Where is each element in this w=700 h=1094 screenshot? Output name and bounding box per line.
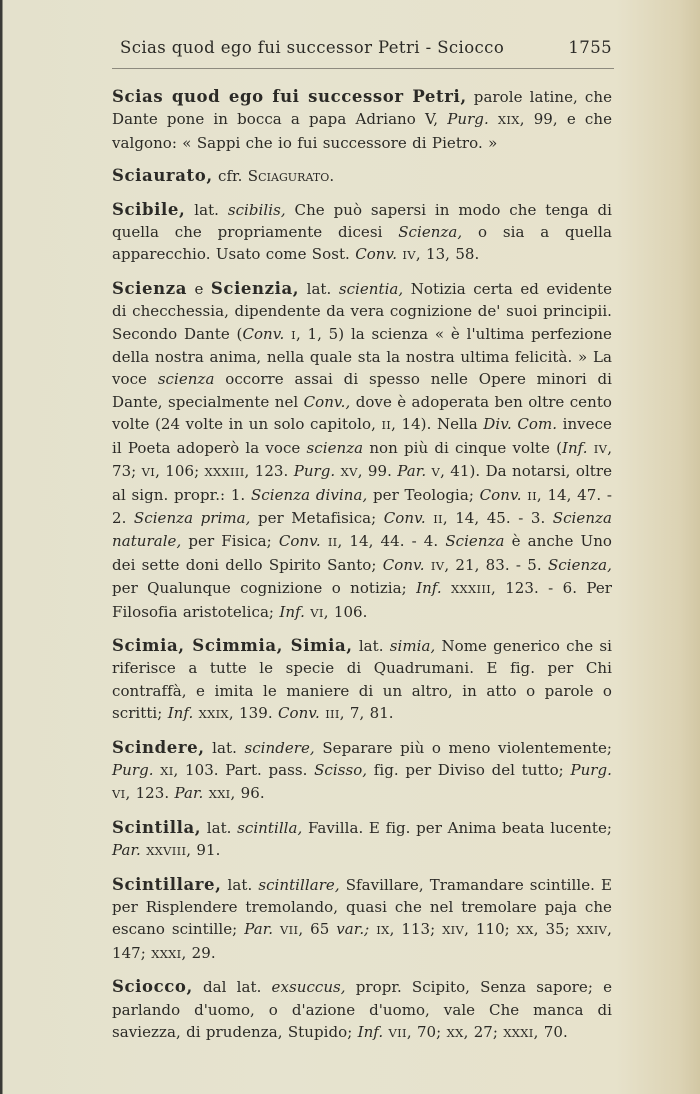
text: è anche Uno dei sette doni dello Spirito Santo; — [112, 532, 612, 574]
headword: Scimia, Scimmia, Simia, — [112, 635, 353, 655]
roman-numeral: VII — [280, 923, 299, 938]
italic-text: Par. — [397, 462, 427, 481]
text: lat. — [221, 875, 259, 894]
text: lat. — [204, 738, 245, 757]
text: invece il Poeta adoperò la voce — [112, 415, 612, 457]
italic-text: Scisso, — [314, 760, 368, 779]
text: Che può sapersi in modo che tenga di quella che propriamente dicesi — [112, 200, 613, 242]
headword: Scindere, — [112, 737, 205, 757]
italic-text: scientia, — [338, 279, 404, 298]
text: lat. — [185, 200, 228, 219]
roman-numeral: XXIV — [576, 923, 608, 938]
text: propr. Scipito, Senza sapore; e parlando d'uomo, o d'azione d'uomo, vale Che manca di saviezza, di prudenza, Stupido; — [112, 978, 612, 1042]
text: , 70; — [406, 1023, 447, 1042]
italic-text: Scienza, — [547, 555, 612, 574]
roman-numeral: III — [325, 707, 340, 722]
italic-text: Par. — [244, 920, 274, 939]
text: , 14, 47. - 2. — [112, 485, 612, 527]
italic-text: simia, — [389, 636, 436, 655]
roman-numeral: VI — [141, 465, 156, 480]
roman-numeral: IV — [430, 558, 445, 573]
text: , 106. — [323, 602, 368, 621]
roman-numeral: XXXI — [151, 946, 182, 961]
text: per Fisica; — [181, 532, 279, 551]
italic-text: Inf. — [561, 438, 588, 457]
text: , 41). Da notarsi, oltre al sign. propr.: 1. — [112, 462, 613, 504]
roman-numeral: XIV — [442, 923, 465, 938]
text: , 29. — [181, 943, 216, 962]
text: , 1, 5) la scienza « è l'ultima perfezione della nostra anima, nella quale sta la nostra ultima felicità. » La voce — [112, 324, 612, 389]
text: , 70. — [533, 1023, 568, 1042]
text: o sia a quella apparecchio. Usato come Sost. — [112, 223, 612, 264]
text: lat. — [299, 279, 339, 298]
roman-numeral: II — [381, 418, 392, 433]
italic-text: Conv. — [242, 324, 285, 343]
roman-numeral: XX — [446, 1026, 464, 1041]
dictionary-entry — [112, 278, 612, 624]
text: , 65 — [298, 920, 337, 939]
italic-text: var.; — [336, 920, 370, 939]
text: lat. — [201, 818, 238, 837]
text: per Qualunque cognizione o notizia; — [112, 579, 417, 598]
headword: Scintilla, — [112, 817, 202, 837]
dictionary-entry — [112, 165, 612, 187]
text: parole latine, che Dante pone in bocca a papa Adriano V, — [112, 88, 612, 129]
italic-text: Inf. — [357, 1023, 384, 1042]
dictionary-entry — [112, 976, 612, 1044]
roman-numeral: V — [431, 465, 441, 480]
italic-text: Conv. — [383, 508, 426, 527]
dictionary-entry — [112, 635, 612, 726]
text: , 96. — [230, 784, 265, 803]
text — [442, 579, 451, 597]
roman-numeral: XX — [516, 923, 534, 938]
page-number: 1755 — [568, 38, 612, 57]
text: , 123. — [125, 784, 175, 803]
text: dal lat. — [192, 978, 272, 997]
text — [321, 532, 328, 550]
text: , 91. — [186, 841, 221, 860]
roman-numeral: XXVIII — [146, 844, 187, 859]
header-rule — [112, 68, 614, 69]
text: Nome generico che si riferisce a tutte le specie di Quadrumani. E fig. per Chi contraffà, e imita le maniere di un altro, in atto o parole o scritti; — [112, 636, 612, 723]
italic-text: Scienza naturale, — [112, 508, 612, 551]
roman-numeral: I — [291, 327, 296, 342]
italic-text: Inf. — [167, 704, 194, 723]
italic-text: Conv. — [278, 532, 321, 551]
italic-text: Conv. — [479, 485, 522, 504]
roman-numeral: XV — [340, 465, 358, 480]
roman-numeral: XXXIII — [204, 465, 245, 480]
text: Sfavillare, Tramandare scintille. E per Risplendere tremolando, quasi che nel tremolare paja che escano scintille; — [112, 875, 612, 939]
text: , 106; — [155, 462, 205, 481]
text: , 7, 81. — [339, 704, 394, 723]
text: , 113; — [389, 920, 443, 939]
text — [273, 920, 280, 938]
text: . — [329, 167, 335, 186]
headword: Sciocco, — [112, 977, 193, 997]
dictionary-entry — [112, 874, 612, 966]
text: lat. — [352, 636, 390, 655]
roman-numeral: II — [527, 488, 537, 503]
italic-text: Conv. — [355, 245, 398, 264]
dictionary-entries — [112, 86, 612, 1055]
italic-text: Scienza divina, — [250, 485, 368, 504]
text: , 99. — [357, 462, 398, 481]
headword: Scienzia, — [210, 278, 300, 298]
headword: Scias quod ego fui successor Petri, — [112, 87, 467, 106]
text: , 123. - 6. Per Filosofia aristotelica; — [112, 579, 613, 621]
text: Separare più o meno violentemente; — [314, 738, 613, 757]
dictionary-entry — [112, 86, 612, 154]
italic-text: Purg. — [112, 760, 154, 779]
italic-text: exsuccus, — [271, 978, 346, 997]
text: , 73; — [112, 438, 613, 481]
headword: Scibile, — [112, 199, 186, 219]
dictionary-entry — [112, 817, 612, 863]
text: Favilla. E fig. per Anima beata lucente; — [302, 818, 613, 837]
text: cfr. — [212, 167, 248, 186]
headword: Scintillare, — [112, 874, 222, 894]
italic-text: Purg. — [293, 462, 336, 481]
italic-text: Par. — [174, 784, 204, 803]
text: , 14). Nella — [391, 415, 484, 434]
roman-numeral: XXIX — [198, 707, 229, 722]
italic-text: Scienza, — [398, 223, 463, 242]
text: , 139. — [228, 704, 278, 723]
text: , 123. — [244, 462, 294, 481]
text: per Metafisica; — [250, 508, 384, 527]
roman-numeral: IX — [376, 923, 390, 938]
italic-text: scintillare, — [258, 875, 340, 894]
roman-numeral: II — [327, 535, 338, 550]
roman-numeral: IV — [402, 248, 416, 263]
running-title: Scias quod ego fui successor Petri - Sciocco — [120, 38, 505, 57]
roman-numeral: XXXI — [503, 1026, 534, 1041]
italic-text: Conv. — [382, 555, 425, 574]
headword: Scienza — [112, 278, 187, 298]
italic-text: Purg. — [447, 110, 489, 129]
italic-text: scindere, — [244, 738, 315, 757]
dictionary-entry — [112, 199, 612, 267]
italic-text: Par. — [112, 841, 141, 860]
italic-text: scibilis, — [227, 200, 286, 219]
italic-text: Inf. — [416, 579, 442, 598]
text: dove è adoperata ben oltre cento volte (24 volte in un solo capitolo, — [112, 392, 612, 434]
italic-text: scintilla, — [237, 818, 303, 837]
roman-numeral: VI — [112, 787, 126, 802]
text: non più di cinque volte ( — [363, 438, 562, 457]
text: , 147; — [112, 920, 612, 962]
roman-numeral: II — [433, 511, 443, 526]
roman-numeral: XXI — [208, 787, 231, 802]
text: e — [187, 279, 211, 298]
roman-numeral: XIX — [497, 113, 520, 128]
italic-text: scienza — [157, 370, 215, 389]
italic-text: Purg. — [570, 760, 612, 779]
text: , 14, 45. - 3. — [442, 508, 553, 527]
text: , 110; — [464, 920, 517, 939]
text: , 103. Part. pass. — [173, 760, 315, 779]
text: , 27; — [463, 1023, 504, 1042]
roman-numeral: XI — [160, 763, 174, 778]
text: fig. per Diviso del tutto; — [367, 760, 571, 779]
running-header — [112, 38, 612, 64]
text: Notizia certa ed evidente di checchessia, dipendente da vera cognizione de' suoi principii. Secondo Dante ( — [112, 279, 613, 343]
roman-numeral: XXXIII — [451, 582, 492, 597]
italic-text: Div. Com. — [483, 415, 558, 434]
small-caps-text: Sciagurato — [247, 167, 330, 186]
roman-numeral: IV — [593, 441, 608, 456]
dictionary-entry — [112, 737, 612, 806]
italic-text: Conv., — [303, 392, 351, 411]
text: , 14, 44. - 4. — [337, 532, 446, 551]
italic-text: Scienza prima, — [133, 508, 251, 527]
text: , 99, e che valgono: « Sappi che io fui successore di Pietro. » — [112, 110, 612, 152]
italic-text: Scienza — [445, 532, 505, 551]
text: per Teologia; — [367, 485, 480, 504]
roman-numeral: VII — [388, 1026, 407, 1041]
text: , 35; — [533, 920, 577, 939]
italic-text: scienza — [306, 438, 364, 457]
headword: Sciaurato, — [112, 166, 213, 186]
italic-text: Conv. — [277, 704, 320, 723]
text — [489, 110, 498, 128]
italic-text: Inf. — [279, 602, 305, 621]
roman-numeral: VI — [310, 605, 324, 620]
text: , 21, 83. - 5. — [444, 555, 548, 574]
text: , 13, 58. — [415, 245, 480, 264]
text: occorre assai di spesso nelle Opere minori di Dante, specialmente nel — [112, 370, 612, 411]
